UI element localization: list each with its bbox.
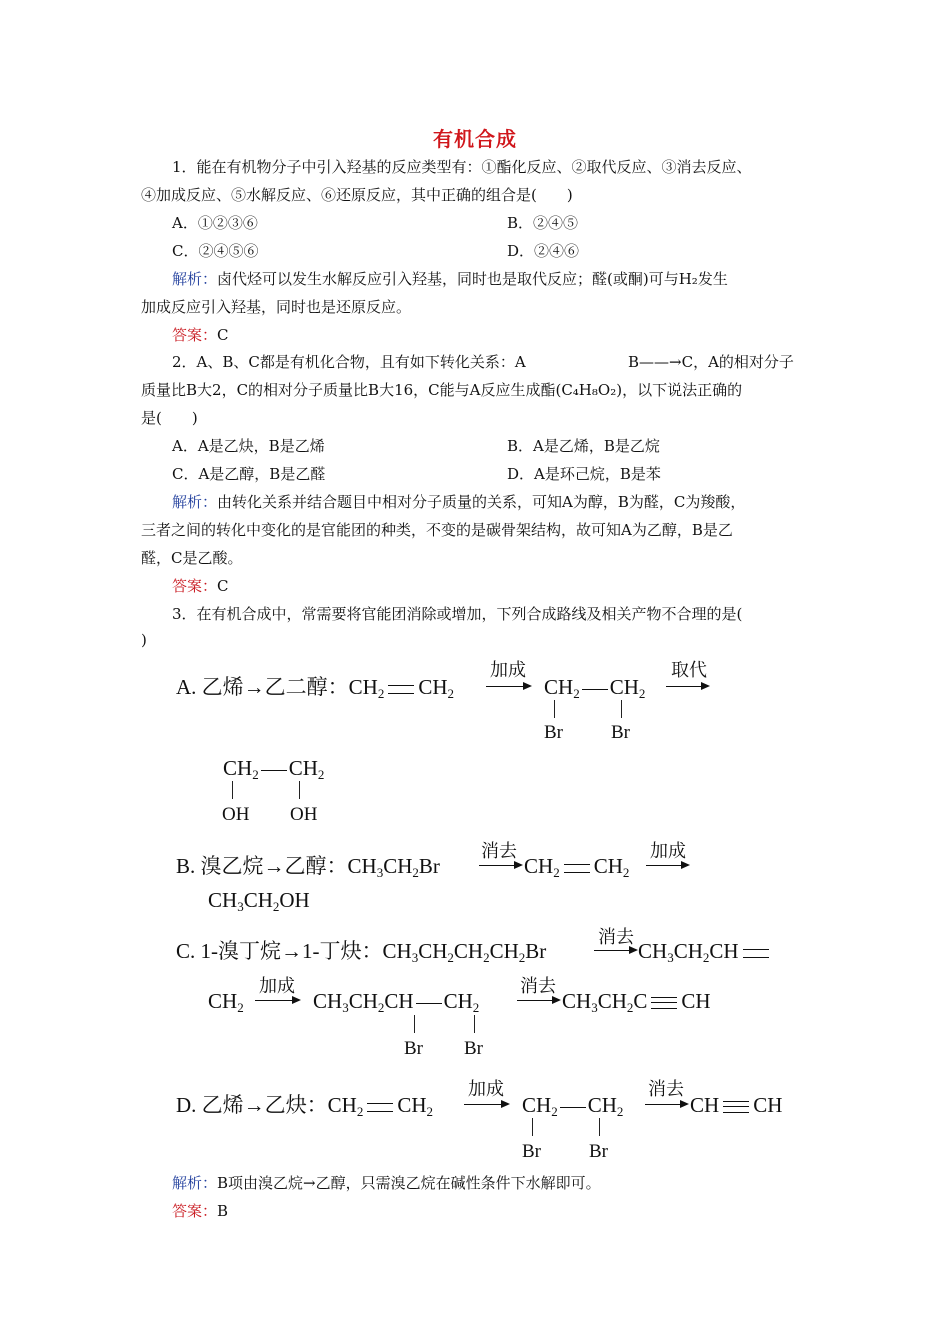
q3-option-d-reaction: D. 乙烯→乙炔：$CH_2$ $CH_2$ bbox=[176, 1093, 434, 1119]
q3-option-c-reaction: C. 1-溴丁烷→1-丁炔：$CH_3CH_2CH_2CH_2Br$ bbox=[176, 939, 547, 965]
bond-line bbox=[414, 1015, 415, 1033]
q2-answer-value: C bbox=[217, 577, 229, 595]
q2-option-d: D．A是环己烷，B是苯 bbox=[507, 465, 661, 483]
q1-stem-line1: 1．能在有机物分子中引入羟基的反应类型有：①酯化反应、②取代反应、③消去反应、 bbox=[172, 158, 752, 176]
q2-explanation-label: 解析： bbox=[172, 493, 218, 511]
bond-line bbox=[232, 781, 233, 799]
q2-explanation-line1 bbox=[172, 492, 745, 512]
q1-answer bbox=[172, 325, 229, 345]
q3-b-arrow1-label: 消去 bbox=[481, 841, 517, 862]
bond-line bbox=[532, 1118, 533, 1136]
q1-explanation-label: 解析： bbox=[172, 270, 218, 288]
q1-option-d: D．②④⑥ bbox=[507, 242, 580, 260]
q1-explanation-line2: 加成反应引入羟基，同时也是还原反应。 bbox=[141, 298, 412, 316]
q3-b-ethene: $CH_2$ $CH_2$ bbox=[524, 854, 630, 880]
q2-stem-line1b: B——→C，A的相对分子 bbox=[628, 353, 794, 371]
q3-explanation-label: 解析： bbox=[172, 1174, 218, 1192]
single-bond bbox=[560, 1107, 586, 1108]
q3-option-c-heading: C. 1-溴丁烷→1-丁炔： bbox=[176, 939, 383, 963]
q3-d-dibromoethane: $CH_2$ $CH_2$ bbox=[522, 1093, 624, 1119]
q3-d-arrow2-label: 消去 bbox=[648, 1079, 684, 1100]
q3-option-b-heading: B. 溴乙烷→乙醇： bbox=[176, 854, 348, 878]
q3-option-a-heading: A. 乙烯→乙二醇： bbox=[176, 675, 349, 699]
q3-option-d-heading: D. 乙烯→乙炔： bbox=[176, 1093, 328, 1117]
q1-explanation-line1 bbox=[172, 269, 728, 289]
reaction-arrow-icon bbox=[666, 686, 708, 687]
q3-d-br-left: Br bbox=[522, 1141, 541, 1162]
q3-stem-line2: ) bbox=[141, 631, 147, 649]
q3-d-ethyne: CH CH bbox=[690, 1093, 783, 1117]
q2-stem-line3: 是( ) bbox=[141, 409, 198, 427]
double-bond bbox=[367, 1103, 393, 1112]
bond-line bbox=[599, 1118, 600, 1136]
reaction-arrow-icon bbox=[645, 1104, 687, 1105]
q3-option-b-reaction: B. 溴乙烷→乙醇：$CH_3CH_2Br$ bbox=[176, 854, 440, 880]
double-bond bbox=[388, 685, 414, 694]
q3-c-dibromobutane: $CH_3CH_2CH$ $CH_2$ bbox=[313, 989, 480, 1015]
q2-explanation-line3: 醛，C是乙酸。 bbox=[141, 549, 243, 567]
q3-explanation-text: B项由溴乙烷→乙醇，只需溴乙烷在碱性条件下水解即可。 bbox=[217, 1174, 601, 1192]
single-bond bbox=[582, 689, 608, 690]
q3-answer-value: B bbox=[217, 1202, 229, 1220]
reaction-arrow-icon bbox=[479, 865, 521, 866]
q2-option-b: B．A是乙烯，B是乙烷 bbox=[507, 437, 660, 455]
q3-b-ethanol: $CH_3CH_2OH$ bbox=[208, 888, 310, 914]
triple-bond bbox=[651, 997, 677, 1009]
q2-option-c: C．A是乙醇，B是乙醛 bbox=[172, 465, 326, 483]
reaction-arrow-icon bbox=[517, 1000, 559, 1001]
q2-answer-label: 答案： bbox=[172, 577, 218, 595]
q3-d-br-right: Br bbox=[589, 1141, 608, 1162]
reaction-arrow-icon bbox=[486, 686, 530, 687]
q1-explanation-text: 卤代烃可以发生水解反应引入羟基，同时也是取代反应；醛(或酮)可与H₂发生 bbox=[217, 270, 728, 288]
q3-d-arrow1-label: 加成 bbox=[468, 1079, 504, 1100]
q2-answer bbox=[172, 576, 229, 596]
bond-line bbox=[621, 700, 622, 718]
q3-a-oh-left: OH bbox=[222, 804, 250, 825]
q1-option-b: B．②④⑤ bbox=[507, 214, 579, 232]
single-bond bbox=[261, 770, 287, 771]
q3-a-ethanediol: $CH_2$ $CH_2$ bbox=[223, 756, 325, 782]
reaction-arrow-icon bbox=[646, 865, 688, 866]
q1-answer-label: 答案： bbox=[172, 326, 218, 344]
q3-a-arrow1-label: 加成 bbox=[490, 660, 526, 681]
page-title: 有机合成 bbox=[433, 127, 517, 151]
q3-c-arrow1-label: 消去 bbox=[598, 927, 634, 948]
q2-option-a: A．A是乙炔，B是乙烯 bbox=[172, 437, 325, 455]
q3-c-br-right: Br bbox=[464, 1038, 483, 1059]
q1-option-a: A．①②③⑥ bbox=[172, 214, 258, 232]
q3-c-butene-part1: $CH_3CH_2CH$ bbox=[638, 939, 773, 970]
q3-a-br-right: Br bbox=[611, 722, 630, 743]
q3-b-arrow2-label: 加成 bbox=[650, 841, 686, 862]
triple-bond bbox=[723, 1101, 749, 1113]
q1-stem-line2: ④加成反应、⑤水解反应、⑥还原反应，其中正确的组合是( ) bbox=[141, 186, 573, 204]
q3-answer-label: 答案： bbox=[172, 1202, 218, 1220]
reaction-arrow-icon bbox=[594, 950, 636, 951]
q2-explanation-text: 由转化关系并结合题目中相对分子质量的关系，可知A为醇，B为醛，C为羧酸， bbox=[217, 493, 746, 511]
q3-c-arrow3-label: 消去 bbox=[520, 976, 556, 997]
q3-c-br-left: Br bbox=[404, 1038, 423, 1059]
single-bond bbox=[416, 1003, 442, 1004]
q2-stem-line2: 质量比B大2，C的相对分子质量比B大16，C能与A反应生成酯(C₄H₈O₂)，以下说法正确的 bbox=[141, 381, 743, 399]
q3-c-arrow2-label: 加成 bbox=[259, 976, 295, 997]
q3-option-a-reaction: A. 乙烯→乙二醇：$CH_2$ $CH_2$ bbox=[176, 675, 455, 701]
q3-c-butyne: $CH_3CH_2C$ CH bbox=[562, 989, 711, 1015]
q2-explanation-line2: 三者之间的转化中变化的是官能团的种类，不变的是碳骨架结构，故可知A为乙醇，B是乙 bbox=[141, 521, 733, 539]
reaction-arrow-icon bbox=[255, 1000, 299, 1001]
q3-explanation bbox=[172, 1173, 601, 1193]
bond-line bbox=[554, 700, 555, 718]
q3-a-dibromoethane: $CH_2$ $CH_2$ bbox=[544, 675, 646, 701]
q2-stem-line1a: 2．A、B、C都是有机化合物，且有如下转化关系：A bbox=[172, 353, 526, 371]
q3-a-arrow2-label: 取代 bbox=[671, 660, 707, 681]
double-bond bbox=[743, 949, 769, 958]
q1-answer-value: C bbox=[217, 326, 229, 344]
bond-line bbox=[474, 1015, 475, 1033]
double-bond bbox=[564, 864, 590, 873]
q3-c-butene-part2: $CH_2$ bbox=[208, 989, 244, 1015]
reaction-arrow-icon bbox=[464, 1104, 508, 1105]
q3-stem-line1: 3．在有机合成中，常需要将官能团消除或增加，下列合成路线及相关产物不合理的是( bbox=[172, 605, 743, 623]
q3-answer bbox=[172, 1201, 228, 1221]
q3-a-br-left: Br bbox=[544, 722, 563, 743]
bond-line bbox=[299, 781, 300, 799]
q1-option-c: C．②④⑤⑥ bbox=[172, 242, 259, 260]
q3-a-oh-right: OH bbox=[290, 804, 318, 825]
